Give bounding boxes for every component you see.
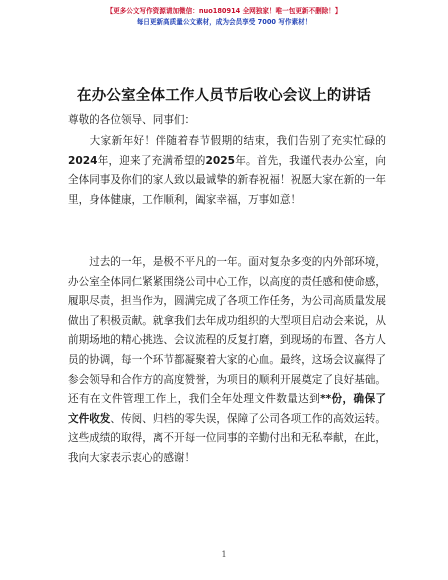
para1-text-2: 年，迎来了充满希望的 <box>97 154 206 167</box>
page-number: 1 <box>221 550 227 559</box>
promo-banner-line-2: 每日更新高质量公文素材，成为会员享受 7000 写作素材！ <box>136 18 312 26</box>
greeting: 尊敬的各位领导、同事们： <box>68 114 196 126</box>
paragraph-2 <box>68 253 386 469</box>
para2-text-2: 、传阅、归档的零失误，保障了公司各项工作的高效运转。这些成绩的取得，离不开每一位同事的辛勤付出和无私奉献，在此，我向大家表示衷心的感谢！ <box>68 412 387 464</box>
para2-text-1: 过去的一年，是极不平凡的一年。面对复杂多变的内外部环境，办公室全体同仁紧紧围绕公司中心工作，以高度的责任感和使命感，履职尽责，担当作为，圆满完成了各项工作任务，为公司高质量发展做出了积极贡献。就拿我们去年成功组织的大型项目启动会来说，从前期场地的精心挑选、会议流程的反复打磨，到现场的布置、各方人员的协调，每一个环节都凝聚着大家的心血。最终，这场会议赢得了参会领导和合作方的高度赞誉，为项目的顺利开展奠定了良好基础。还有在文件管理工作上，我们全年处理文件数量达到 <box>68 256 386 406</box>
paragraph-1 <box>68 132 386 210</box>
para1-text-3: 年。首先，我谨代表办公室，向全体同事及你们的家人致以最诚挚的新春祝福！祝愿大家在新的一年里，身体健康，工作顺利，阖家幸福，万事如意！ <box>68 154 387 206</box>
document-title: 在办公室全体工作人员节后收心会议上的讲话 <box>77 88 371 104</box>
para1-year-2024: 2024 <box>68 154 98 167</box>
para1-text-1: 大家新年好！伴随着春节假期的结束，我们告别了充实忙碌的 <box>89 135 386 147</box>
para2-bold-text: **份，确保了文件收发 <box>68 393 386 425</box>
promo-banner-line-1: 【更多公文写作资源请加微信：nuo180914 全网独家！唯一包更新不删除！】 <box>106 7 342 15</box>
para1-year-2025: 2025 <box>205 154 236 167</box>
